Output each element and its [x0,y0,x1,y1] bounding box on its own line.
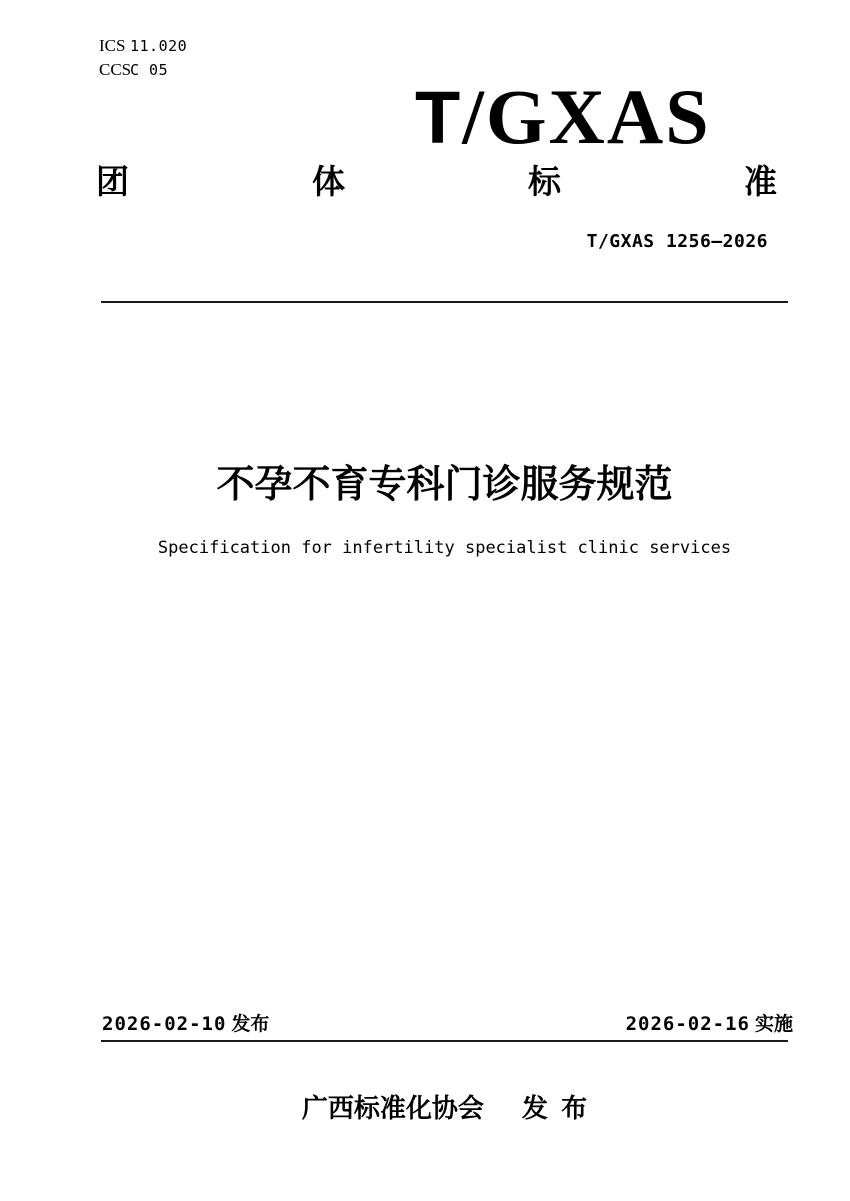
logo-letter-t: T [415,76,463,159]
implementation-label: 实施 [754,1014,793,1035]
standard-type-row [96,163,777,201]
implementation-date-group [626,1012,793,1037]
publisher-action: 发 布 [521,1093,588,1123]
implementation-date: 2026-02-16 [625,1013,750,1035]
ccs-row [99,60,187,84]
ics-row [99,36,187,60]
issue-date-group [102,1012,269,1037]
document-title-chinese: 不孕不育专科门诊服务规范 [216,464,673,506]
ccs-label: CCS [99,60,132,79]
standard-type-char: 标 [528,163,561,200]
publisher-name: 广西标准化协会 [301,1093,484,1123]
ics-ccs-block [99,36,187,84]
dates-row [102,1012,793,1037]
standard-number: T/GXAS 1256—2026 [586,231,768,252]
issue-date: 2026-02-10 [102,1013,227,1035]
ics-value: 11.020 [130,37,188,55]
standard-type-char: 准 [744,163,777,200]
logo-slash: / [462,73,486,160]
ics-label: ICS [99,36,126,55]
standard-type-char: 体 [312,163,345,200]
publisher-row [101,1092,788,1124]
standard-type-char: 团 [96,163,129,200]
bottom-divider-rule [101,1040,788,1042]
document-title-english: Specification for infertility specialist clinic services [157,538,732,558]
top-divider-rule [101,301,788,303]
ccs-value: C 05 [130,61,169,79]
logo-gxas: GXAS [485,73,711,160]
issue-label: 发布 [231,1014,270,1035]
tgxas-logo [415,73,711,160]
